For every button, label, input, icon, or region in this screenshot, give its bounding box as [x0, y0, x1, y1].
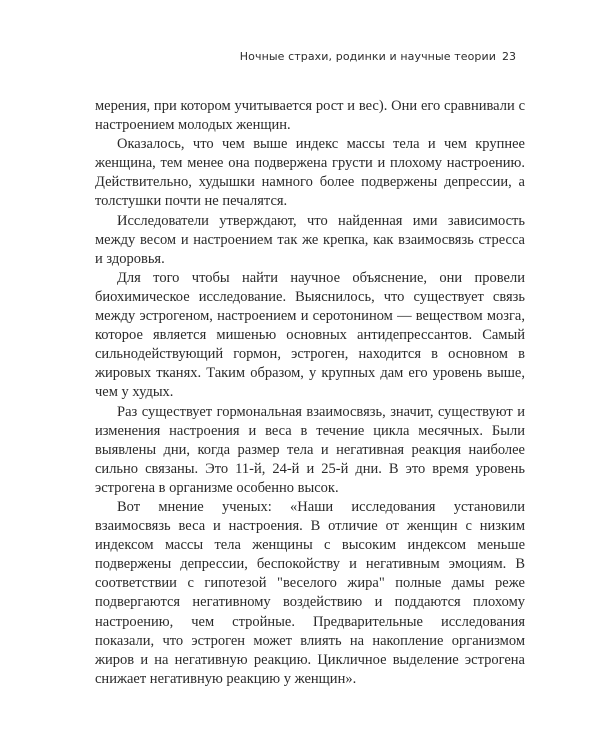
paragraph: Для того чтобы найти научное объяснение, они провели биохимическое исследование. Выяснилось, что существует связь между эстрогеном, настроением и серотонином — веществом мозга, которое является мишенью основных антидепрессантов. Самый сильнодействующий гормон, эстроген, находится в основном в жировых тканях. Таким образом, у крупных дам его уровень выше, чем у худых.: [95, 269, 525, 401]
paragraph: Оказалось, что чем выше индекс массы тела и чем крупнее женщина, тем менее она подвержена грусти и плохому настроению. Действительно, худышки намного более подвержены депрессии, а толстушки почти не печалятся.: [95, 136, 525, 210]
paragraph-continued: мерения, при котором учитывается рост и вес). Они его сравнивали с настроением молодых женщин.: [95, 98, 525, 134]
page-number: 23: [502, 50, 516, 63]
body-text: [95, 97, 525, 689]
running-head-title: Ночные страхи, родинки и научные теории: [239, 50, 496, 63]
paragraph: Исследователи утверждают, что найденная ими зависимость между весом и настроением так же крепка, как взаимосвязь стресса и здоровья.: [95, 212, 525, 267]
paragraph-quote: Вот мнение ученых: «Наши исследования установили взаимосвязь веса и настроения. В отличие от женщин с низким индексом массы тела женщины с высоким индексом меньше подвержены депрессии, беспокойству и негативным эмоциям. В соответствии с гипотезой "веселого жира" полные дамы реже подвергаются негативному воздействию и поддаются плохому настроению, чем стройные. Предварительные исследования показали, что эстроген может влиять на накопление организмом жиров и на негативную реакцию. Цикличное выделение эстрогена снижает негативную реакцию у женщин».: [95, 498, 525, 687]
paragraph: Раз существует гормональная взаимосвязь, значит, существуют и изменения настроения и веса в течение цикла месячных. Были выявлены дни, когда размер тела и негативная реакция наиболее сильно связаны. Это 11-й, 24-й и 25-й дни. В это время уровень эстрогена в организме особенно высок.: [95, 403, 525, 496]
